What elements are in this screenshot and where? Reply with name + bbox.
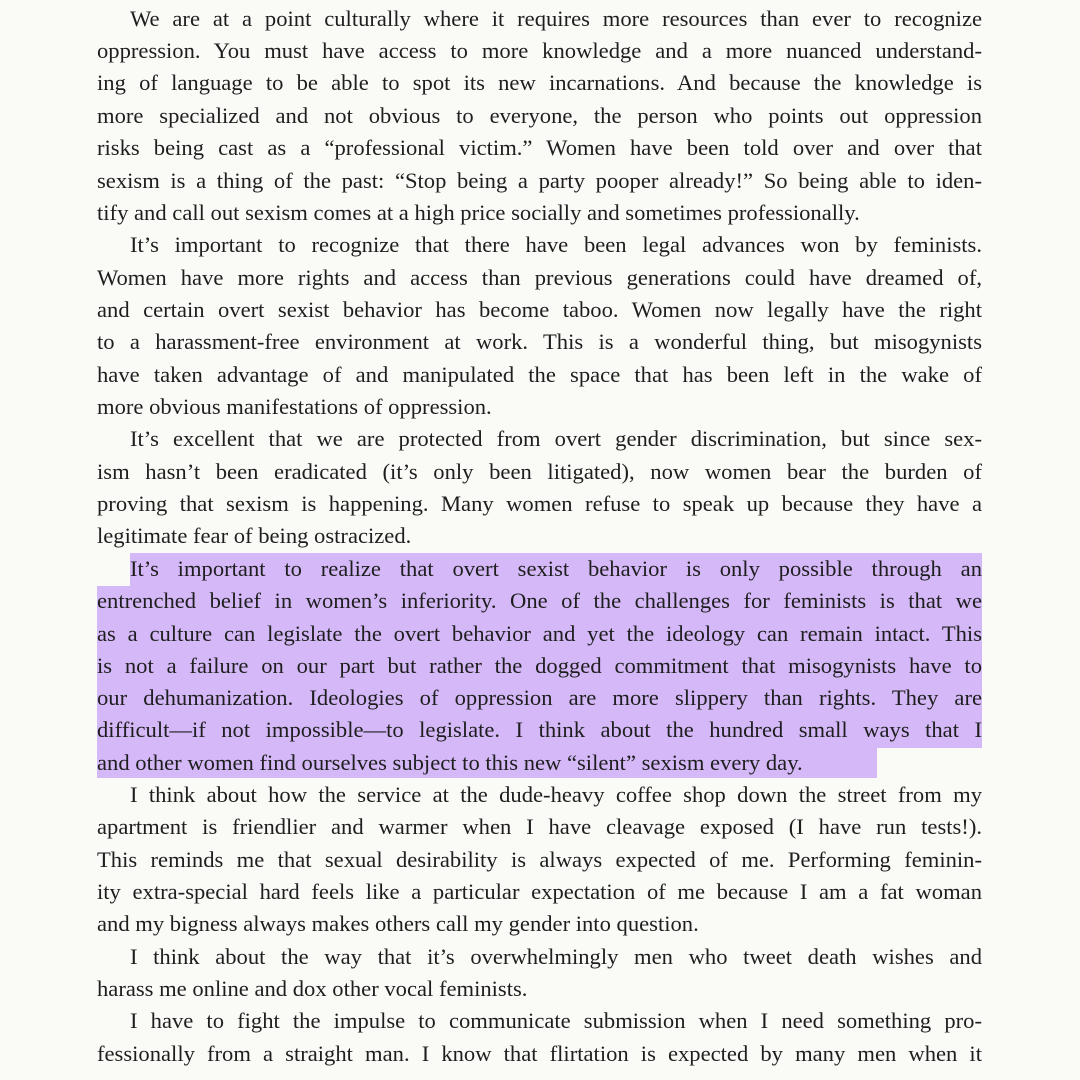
text-line: Women have more rights and access than previous generations could have dreamed of, <box>97 265 982 290</box>
text-line: apartment is friendlier and warmer when I have cleavage exposed (I have run tests!). <box>97 814 982 839</box>
text-line: have taken advantage of and manipulated the space that has been left in the wake of <box>97 362 982 387</box>
text-line: I think about the way that it’s overwhelmingly men who tweet death wishes and <box>130 944 982 969</box>
text-line: sexism is a thing of the past: “Stop being a party pooper already!” So being able to iden- <box>97 168 982 193</box>
highlighted-text-line[interactable]: our dehumanization. Ideologies of oppression are more slippery than rights. They are <box>97 685 982 710</box>
text-line: tify and call out sexism comes at a high price socially and sometimes professionally. <box>97 200 860 225</box>
text-line: I think about how the service at the dude-heavy coffee shop down the street from my <box>130 782 982 807</box>
highlighted-text-line[interactable]: difficult—if not impossible—to legislate. I think about the hundred small ways that I <box>97 717 982 742</box>
text-line: legitimate fear of being ostracized. <box>97 523 412 548</box>
highlighted-text-line[interactable]: It’s important to realize that overt sexist behavior is only possible through an <box>130 556 982 581</box>
text-line: proving that sexism is happening. Many women refuse to speak up because they have a <box>97 491 982 516</box>
text-line: fessionally from a straight man. I know that flirtation is expected by many men when it <box>97 1041 982 1066</box>
highlighted-text-line[interactable]: and other women find ourselves subject to this new “silent” sexism every day. <box>97 750 803 775</box>
text-line: It’s excellent that we are protected from overt gender discrimination, but since sex- <box>130 426 982 451</box>
highlighted-text-line[interactable]: as a culture can legislate the overt behavior and yet the ideology can remain intact. This <box>97 621 982 646</box>
highlighted-text-line[interactable]: entrenched belief in women’s inferiority. One of the challenges for feminists is that we <box>97 588 982 613</box>
text-line: This reminds me that sexual desirability is always expected of me. Performing feminin- <box>97 847 982 872</box>
text-line: more obvious manifestations of oppression. <box>97 394 492 419</box>
text-line: more specialized and not obvious to everyone, the person who points out oppression <box>97 103 982 128</box>
text-line: and certain overt sexist behavior has become taboo. Women now legally have the right <box>97 297 982 322</box>
highlighted-text-line[interactable]: is not a failure on our part but rather the dogged commitment that misogynists have to <box>97 653 982 678</box>
text-line: risks being cast as a “professional victim.” Women have been told over and over that <box>97 135 982 160</box>
text-line: I have to fight the impulse to communicate submission when I need something pro- <box>130 1008 982 1033</box>
text-line: and my bigness always makes others call my gender into question. <box>97 911 699 936</box>
text-line: to a harassment-free environment at work. This is a wonderful thing, but misogynists <box>97 329 982 354</box>
text-line: It’s important to recognize that there have been legal advances won by feminists. <box>130 232 982 257</box>
text-line: ism hasn’t been eradicated (it’s only been litigated), now women bear the burden of <box>97 459 982 484</box>
text-line: ing of language to be able to spot its new incarnations. And because the knowledge is <box>97 70 982 95</box>
text-line: harass me online and dox other vocal feminists. <box>97 976 528 1001</box>
text-line: oppression. You must have access to more knowledge and a more nuanced understand- <box>97 38 982 63</box>
text-line: ity extra-special hard feels like a particular expectation of me because I am a fat woman <box>97 879 982 904</box>
text-line: We are at a point culturally where it requires more resources than ever to recognize <box>130 6 982 31</box>
